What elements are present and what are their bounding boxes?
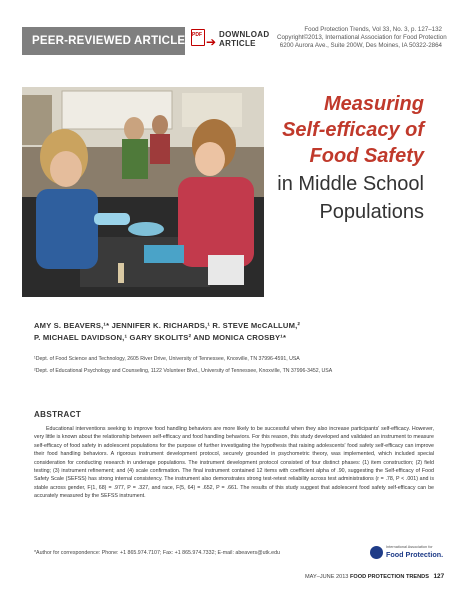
article-label: ARTICLE [219,39,256,48]
title-line-middle-school: in Middle School [277,173,424,195]
journal-address: 6200 Aurora Ave., Suite 200W, Des Moines, IA 50322-2864 [279,42,442,49]
title-line-food-safety: Food Safety [309,145,424,167]
footer-journal: FOOD PROTECTION TRENDS [350,574,429,580]
download-arrow-icon: ➔ [206,35,217,49]
page-number: 127 [433,573,445,580]
classroom-photo [22,87,264,297]
affiliation-2: ²Dept. of Educational Psychology and Counseling, 1122 Volunteer Blvd., University of Tennessee, Knoxville, TN 37996-3452, USA [34,368,333,374]
download-label: DOWNLOAD [219,30,270,39]
abstract-body: Educational interventions seeking to improve food handling behaviors are more likely to be successful when they also increase participants' self-efficacy. However, very little is known about the relationship between self-efficacy and food handling behaviors. For this reason, this study developed and validated an instrument to measure self-efficacy of food safety in adolescent populations for the purpose of further investigating the hypothesis that raising adolescents' food safety self-efficacy can improve their food handling behaviors. A rigorous instrument development protocol, securely grounded in psychometric theory, was implemented, which included special consideration for conducting research in underage populations. The instrument development protocol consisted of four distinct phases: (1) item construction; (2) field testing; (3) instrument refinement; and (4) scale confirmation. The final instrument contained 12 items with coefficient alpha of .90, suggesting the Self-efficacy of Food Safety Scale (SEFSS) has strong internal consistency. The instrument also demonstrates strong test-retest reliability across test administrations (r = .78, P < .001) and is stable across gender, F(1, 68) = .977, P = .327, and race, F(5, 64) = .652, P = .661. The results of this study suggest that adolescent food safety self-efficacy can be accurately measured by the SEFSS instrument. [34,426,434,500]
article-title [254,91,424,225]
journal-info [277,26,447,50]
authors-line-2: P. MICHAEL DAVIDSON,¹ GARY SKOLITS² AND MONICA CROSBY¹* [34,333,287,342]
author-list [34,320,434,344]
iafp-logo-icon [370,546,383,559]
page-footer [305,573,445,580]
title-line-self-efficacy: Self-efficacy of [282,119,424,141]
journal-citation: Food Protection Trends, Vol 33, No. 3, p. 127–132 [304,26,442,33]
title-line-measuring: Measuring [323,93,424,115]
download-article-button[interactable] [191,28,275,55]
correspondence-note: *Author for correspondence: Phone: +1 865.974.7107; Fax: +1 865.974.7332; E-mail: abeavers@utk.edu [34,550,280,556]
abstract-heading: ABSTRACT [34,410,82,419]
peer-reviewed-label: PEER-REVIEWED ARTICLE [32,35,186,47]
journal-copyright: Copyright©2013, International Association for Food Protection [277,34,447,41]
iafp-logo-line-1: International Association for [386,545,433,549]
title-line-populations: Populations [319,201,424,223]
affiliation-1: ¹Dept. of Food Science and Technology, 2605 River Drive, University of Tennessee, Knoxville, TN 37996-4591, USA [34,356,300,362]
peer-reviewed-band [22,27,185,55]
pdf-icon-label: PDF [192,32,202,38]
authors-line-1: AMY S. BEAVERS,¹* JENNIFER K. RICHARDS,¹ R. STEVE McCALLUM,² [34,321,301,330]
footer-issue: MAY–JUNE 2013 [305,574,349,580]
iafp-logo [370,545,444,561]
iafp-logo-line-2: Food Protection. [386,550,444,559]
